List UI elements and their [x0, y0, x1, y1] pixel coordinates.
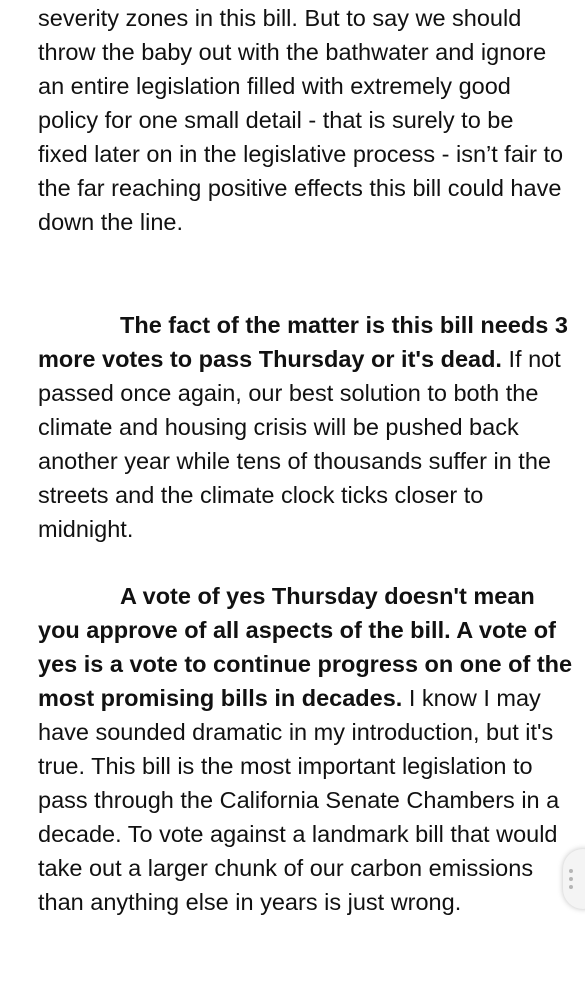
paragraph-2 [38, 308, 568, 546]
paragraph-3-bold-text: A vote of yes Thursday doesn't mean you approve of all aspects of the bill. A vote of yes is a vote to continue progress on one of the most promising bills in decades. [38, 583, 573, 711]
paragraph-1 [38, 1, 568, 239]
paragraph-2-text: If not passed once again, our best solution to both the climate and housing crisis will be pushed back another year while tens of thousands suffer in the streets and the climate clock ticks closer to midnight. [38, 346, 561, 542]
side-handle-button[interactable] [563, 849, 585, 909]
paragraph-3 [38, 579, 573, 919]
paragraph-1-text: severity zones in this bill. But to say we should throw the baby out with the bathwater and ignore an entire legislation filled with extremely good policy for one small detail - that is surely to be fixed later on in the legislative process - isn’t fair to the far reaching positive effects this bill could have down the line. [38, 5, 564, 235]
more-vertical-icon [569, 869, 573, 889]
paragraph-2-bold-text: The fact of the matter is this bill needs 3 more votes to pass Thursday or it's dead. [38, 312, 568, 372]
paragraph-3-text: I know I may have sounded dramatic in my introduction, but it's true. This bill is the most important legislation to pass through the California Senate Chambers in a decade. To vote against a landmark bill that would take out a larger chunk of our carbon emissions than anything else in years is just wrong. [38, 685, 560, 915]
